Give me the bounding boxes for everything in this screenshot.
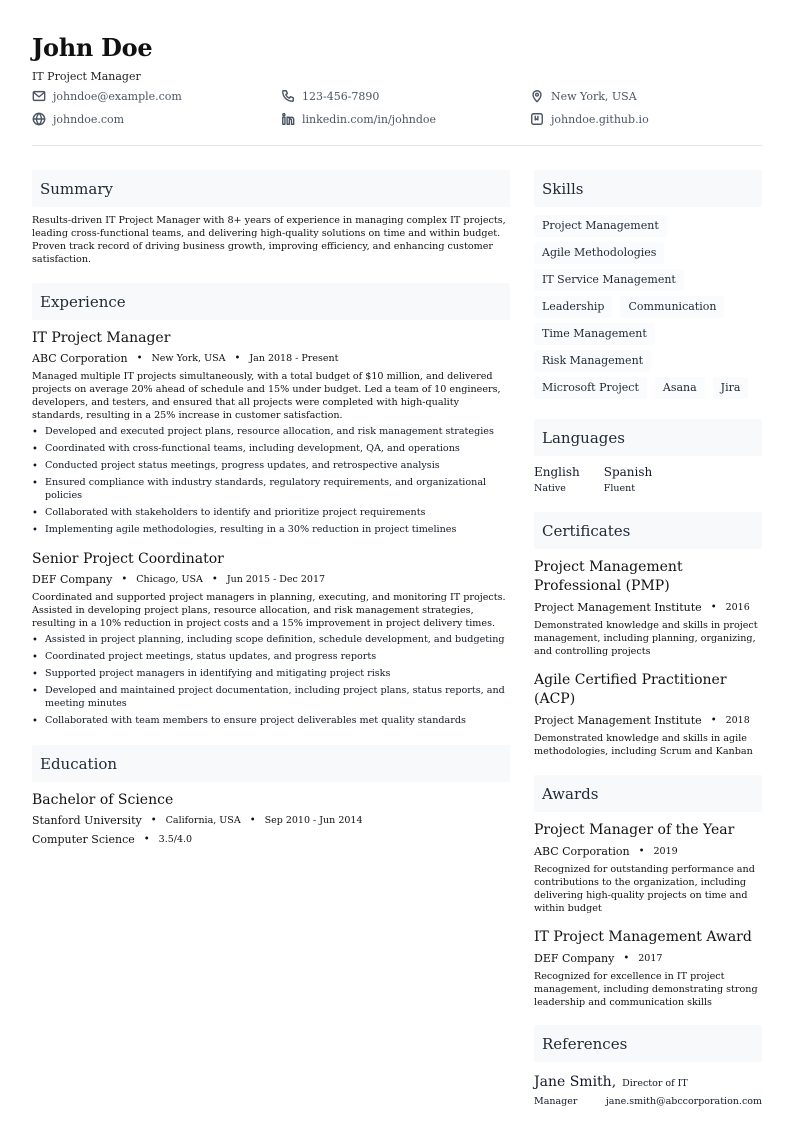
contact-website[interactable]	[32, 112, 124, 126]
skill-chip: Time Management	[534, 323, 655, 345]
education-dates: Sep 2010 - Jun 2014	[264, 815, 363, 826]
experience-heading: Experience	[32, 283, 510, 320]
separator-dot: •	[638, 846, 645, 857]
experience-entry	[32, 329, 510, 536]
award-issuer: DEF Company	[534, 952, 615, 965]
skills-list	[534, 215, 762, 404]
education-meta	[32, 814, 510, 828]
job-location: Chicago, USA	[136, 574, 203, 585]
skill-chip: Communication	[620, 296, 724, 318]
separator-dot: •	[121, 574, 128, 585]
job-description: Managed multiple IT projects simultaneously, with a total budget of $10 million, and delivered projects on average 20% ahead of schedule and 15% under budget. Led a team of 10 engineers, developers, and testers, and ensured that all projects were completed with high-quality standards, resulting in a 25% increase in customer satisfaction.	[32, 371, 501, 421]
map-pin-icon	[530, 89, 544, 103]
skill-chip: Risk Management	[534, 350, 651, 372]
award-description: Recognized for outstanding performance and contributions to the organization, including delivering high-quality projects on time and within budget	[534, 864, 755, 914]
email-text: johndoe@example.com	[53, 89, 182, 103]
separator-dot: •	[249, 815, 256, 826]
language-item	[604, 465, 653, 494]
languages-list	[534, 465, 762, 494]
award-year: 2017	[638, 953, 663, 964]
job-company: DEF Company	[32, 573, 113, 586]
separator-dot: •	[234, 353, 241, 364]
reference-contact-line	[534, 1096, 762, 1107]
school-name: Stanford University	[32, 814, 142, 827]
contact-location	[530, 89, 637, 103]
skill-chip: IT Service Management	[534, 269, 684, 291]
languages-heading: Languages	[534, 419, 762, 456]
github-icon	[530, 112, 544, 126]
list-item: • Developed and maintained project documentation, including project plans, status reports, and meeting minutes	[32, 684, 510, 710]
skills-heading: Skills	[534, 170, 762, 207]
sidebar-column	[534, 170, 762, 1107]
mail-icon	[32, 89, 46, 103]
field-of-study: Computer Science	[32, 833, 135, 846]
certificates-heading: Certificates	[534, 512, 762, 549]
degree-title: Bachelor of Science	[32, 792, 174, 808]
award-meta	[534, 952, 762, 966]
award-issuer: ABC Corporation	[534, 845, 630, 858]
skill-chip: Asana	[655, 377, 705, 399]
website-text: johndoe.com	[53, 112, 125, 126]
job-title: IT Project Manager	[32, 330, 171, 346]
linkedin-icon	[281, 112, 295, 126]
list-item: • Developed and executed project plans, resource allocation, and risk management strategies	[32, 425, 510, 438]
certificate-entry	[534, 671, 762, 758]
job-bullets	[32, 425, 510, 536]
list-item: • Conducted project status meetings, progress updates, and retrospective analysis	[32, 459, 510, 472]
summary-heading: Summary	[32, 170, 510, 207]
certificate-issuer: Project Management Institute	[534, 601, 702, 614]
job-bullets	[32, 633, 510, 727]
school-location: California, USA	[165, 815, 241, 826]
list-item: • Ensured compliance with industry standards, regulatory requirements, and organizational policies	[32, 476, 510, 502]
language-item	[534, 465, 580, 494]
reference-name: Jane Smith,	[534, 1074, 617, 1090]
globe-icon	[32, 112, 46, 126]
award-meta	[534, 845, 762, 859]
language-name: Spanish	[603, 465, 653, 479]
award-title: Project Manager of the Year	[534, 822, 735, 838]
contact-linkedin[interactable]	[281, 112, 436, 126]
separator-dot: •	[143, 834, 150, 845]
certificate-meta	[534, 601, 762, 615]
job-meta	[32, 352, 510, 366]
skill-chip: Microsoft Project	[534, 377, 647, 399]
separator-dot: •	[710, 602, 717, 613]
certificate-description: Demonstrated knowledge and skills in project management, including planning, organizing, and controlling projects	[534, 620, 758, 657]
contact-info	[32, 89, 762, 137]
separator-dot: •	[623, 953, 630, 964]
certificate-title: Agile Certified Practitioner (ACP)	[534, 672, 727, 707]
contact-email[interactable]	[32, 89, 182, 103]
skill-chip: Leadership	[534, 296, 612, 318]
award-title: IT Project Management Award	[534, 929, 752, 945]
contact-github[interactable]	[530, 112, 649, 126]
references-heading: References	[534, 1025, 762, 1062]
job-company: ABC Corporation	[32, 352, 128, 365]
list-item: • Implementing agile methodologies, resulting in a 30% reduction in project timelines	[32, 523, 510, 536]
list-item: • Coordinated project meetings, status updates, and progress reports	[32, 650, 510, 663]
job-description: Coordinated and supported project managers in planning, executing, and monitoring IT projects. Assisted in developing project plans, resource allocation, and risk management strategies, resulting in a 10% reduction in project costs and a 15% improvement in project delivery times.	[32, 592, 506, 629]
separator-dot: •	[710, 715, 717, 726]
main-column	[32, 170, 510, 847]
reference-role: Director of IT	[622, 1078, 688, 1089]
skill-chip: Project Management	[534, 215, 667, 237]
award-entry	[534, 821, 762, 915]
resume-header	[32, 33, 762, 137]
linkedin-text: linkedin.com/in/johndoe	[302, 112, 437, 126]
location-text: New York, USA	[551, 89, 637, 103]
awards-heading: Awards	[534, 775, 762, 812]
certificate-description: Demonstrated knowledge and skills in agile methodologies, including Scrum and Kanban	[534, 733, 753, 757]
list-item: • Supported project managers in identifying and mitigating project risks	[32, 667, 510, 680]
reference-role-cont: Manager	[534, 1096, 578, 1107]
education-field-meta	[32, 833, 510, 847]
header-divider	[32, 145, 762, 146]
separator-dot: •	[136, 353, 143, 364]
separator-dot: •	[211, 574, 218, 585]
award-description: Recognized for excellence in IT project management, including demonstrating strong leadership and communication skills	[534, 971, 758, 1008]
language-name: English	[534, 465, 580, 479]
list-item: • Collaborated with team members to ensure project deliverables met quality standards	[32, 714, 510, 727]
contact-phone[interactable]	[281, 89, 379, 103]
award-entry	[534, 928, 762, 1009]
certificate-meta	[534, 714, 762, 728]
gpa: 3.5/4.0	[158, 834, 193, 845]
job-location: New York, USA	[151, 353, 226, 364]
candidate-name: John Doe	[32, 33, 153, 62]
certificate-title: Project Management Professional (PMP)	[534, 559, 683, 594]
list-item: • Coordinated with cross-functional teams, including development, QA, and operations	[32, 442, 510, 455]
candidate-title: IT Project Manager	[32, 70, 141, 83]
separator-dot: •	[150, 815, 157, 826]
language-level: Fluent	[603, 483, 636, 494]
certificate-entry	[534, 558, 762, 658]
job-meta	[32, 573, 510, 587]
summary-text: Results-driven IT Project Manager with 8+ years of experience in managing complex IT projects, leading cross-functional teams, and delivering high-quality solutions on time and within budget. Proven track record of driving business growth, improving efficiency, and enhancing customer satisfaction.	[32, 215, 506, 265]
reference-name-line	[534, 1074, 762, 1090]
reference-email[interactable]: jane.smith@abccorporation.com	[605, 1096, 762, 1107]
skill-chip: Agile Methodologies	[534, 242, 664, 264]
phone-icon	[281, 89, 295, 103]
job-dates: Jun 2015 - Dec 2017	[226, 574, 326, 585]
github-text: johndoe.github.io	[551, 112, 649, 126]
language-level: Native	[534, 483, 566, 494]
list-item: • Collaborated with stakeholders to identify and prioritize project requirements	[32, 506, 510, 519]
list-item: • Assisted in project planning, including scope definition, schedule development, and budgeting	[32, 633, 510, 646]
award-year: 2019	[653, 846, 678, 857]
certificate-issuer: Project Management Institute	[534, 714, 702, 727]
job-title: Senior Project Coordinator	[32, 551, 224, 567]
education-heading: Education	[32, 745, 510, 782]
reference-entry	[534, 1074, 762, 1107]
certificate-year: 2016	[725, 602, 750, 613]
certificate-year: 2018	[725, 715, 750, 726]
phone-text: 123-456-7890	[302, 89, 380, 103]
education-entry	[32, 791, 510, 847]
job-dates: Jan 2018 - Present	[249, 353, 339, 364]
experience-entry	[32, 550, 510, 727]
skill-chip: Jira	[713, 377, 749, 399]
